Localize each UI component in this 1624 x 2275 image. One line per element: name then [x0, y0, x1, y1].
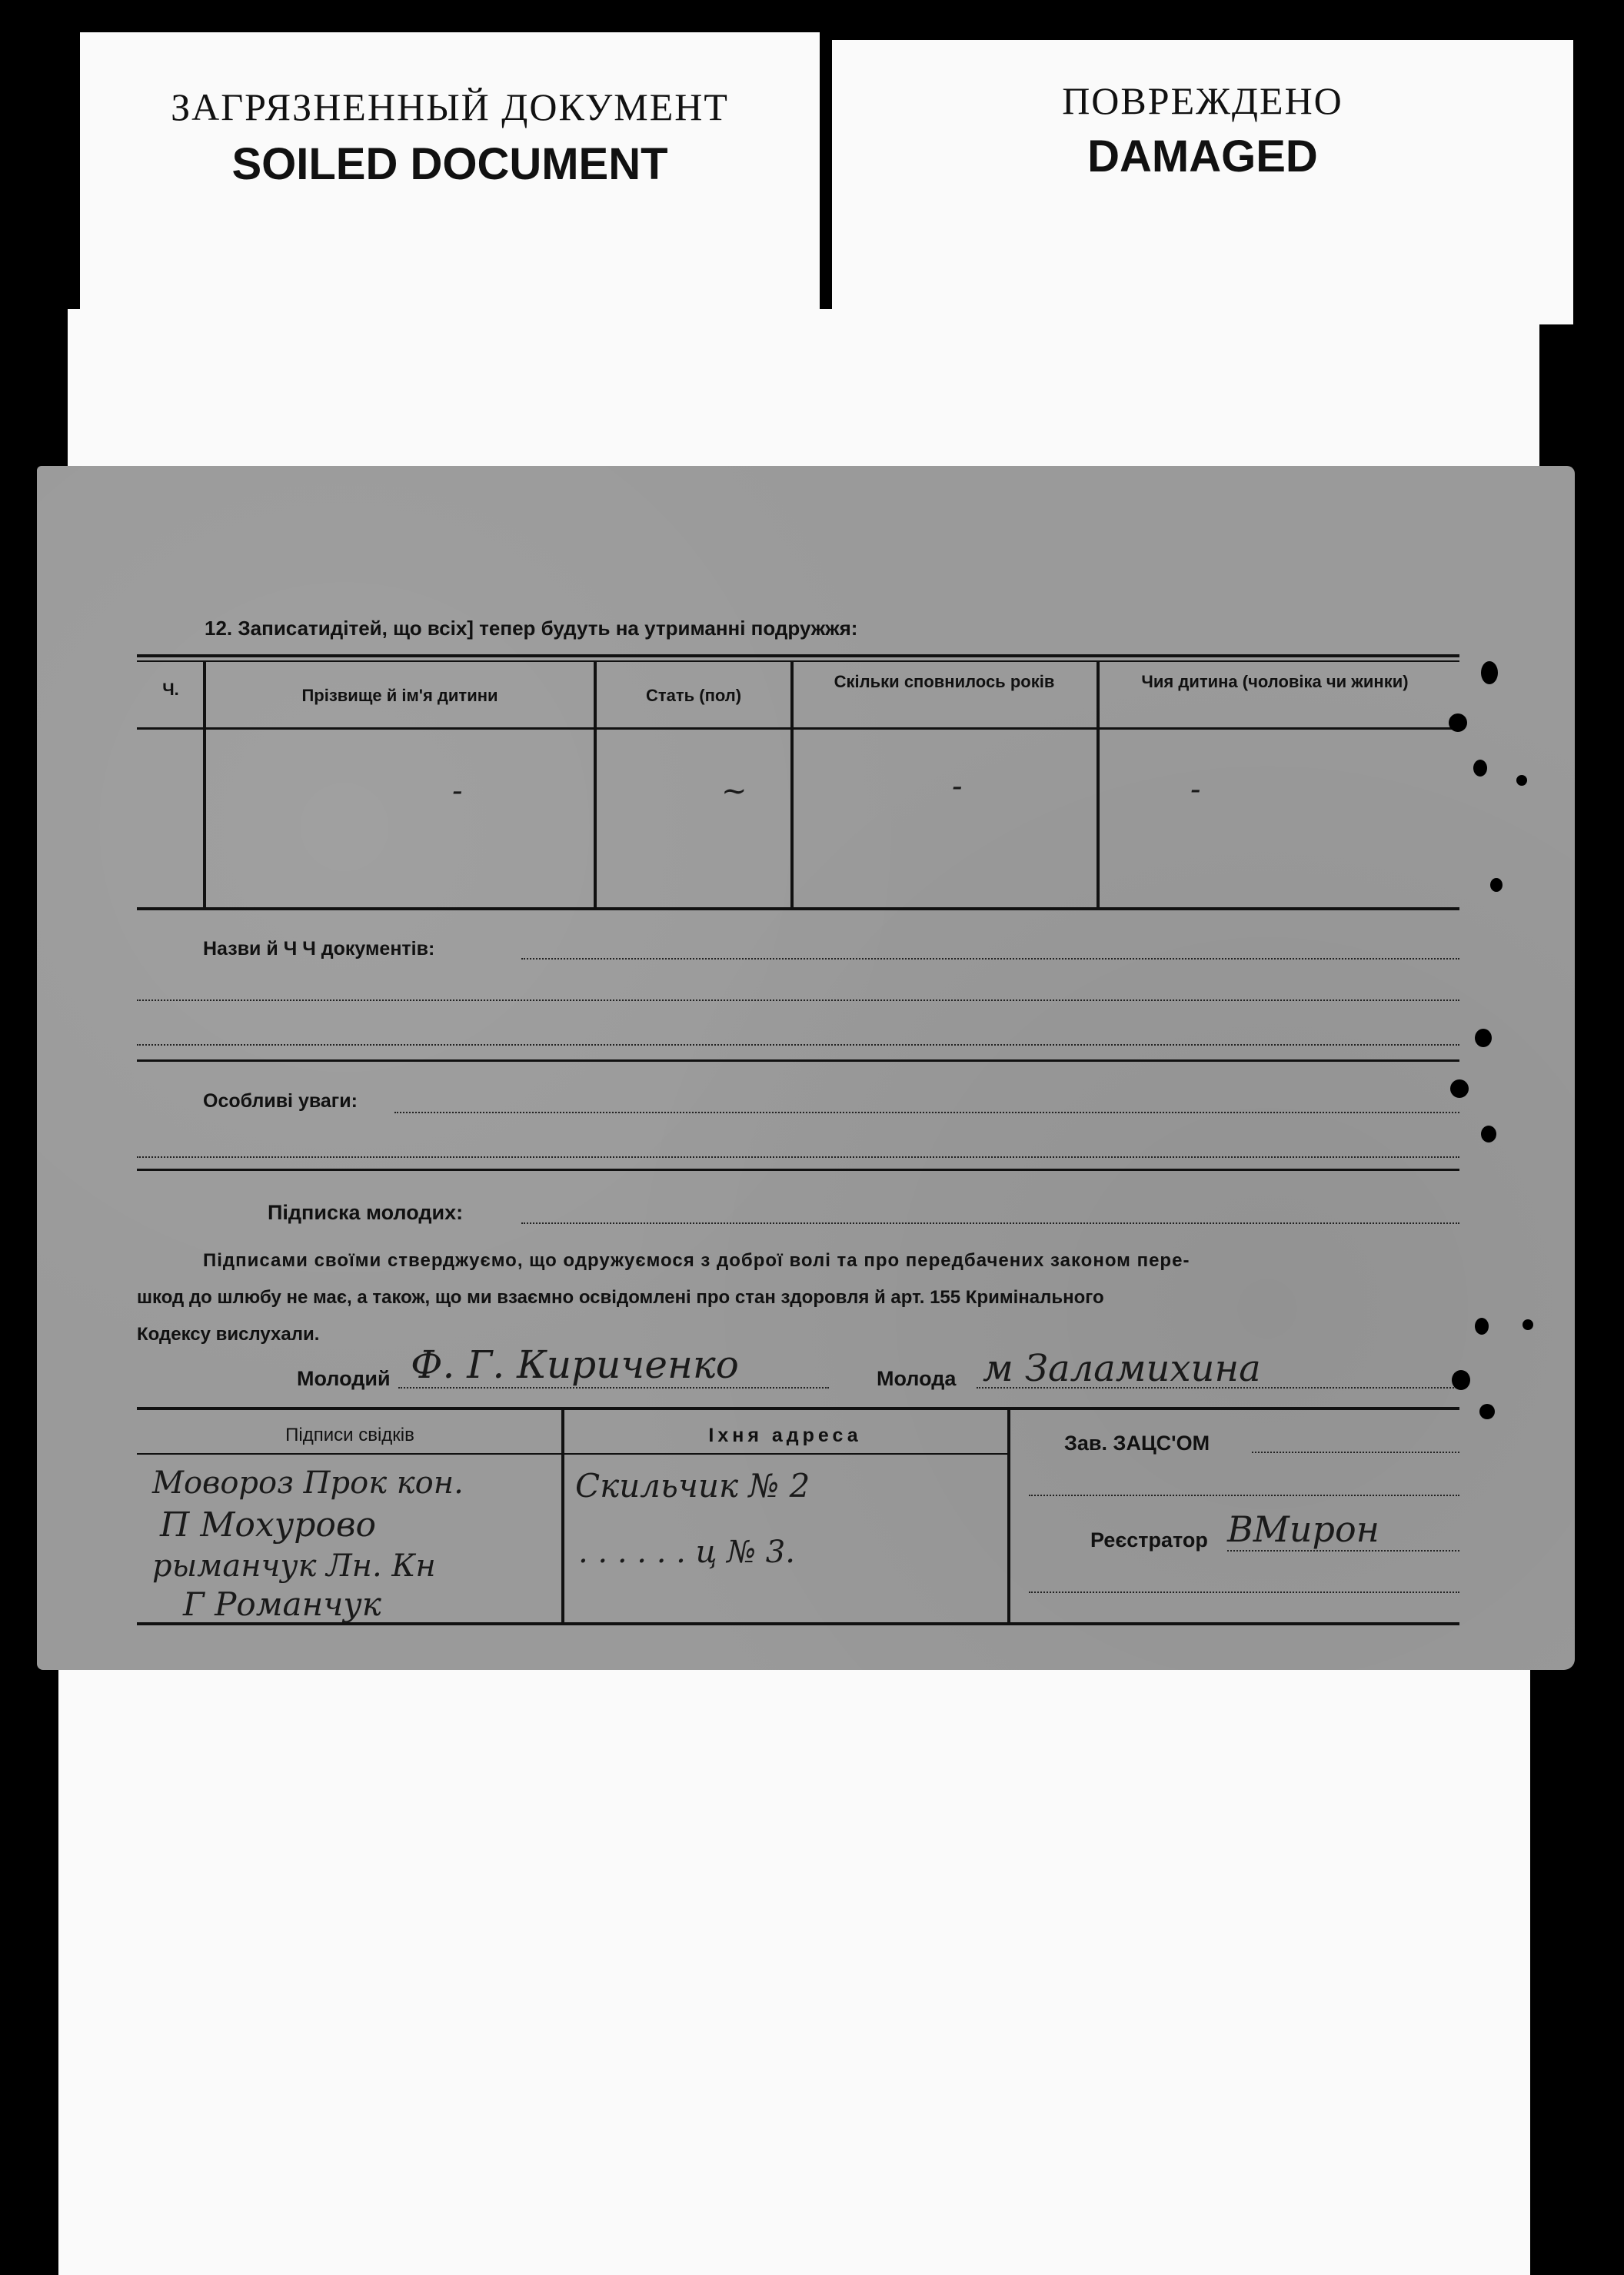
marriage-record-form: [37, 466, 1575, 1670]
signatures-top-rule: [137, 1407, 1459, 1410]
documents-line-2: [137, 999, 1459, 1001]
col-header-whose-child: Чия дитина (чоловіка чи жинки): [1141, 672, 1409, 691]
groom-label: Молодий: [297, 1367, 391, 1390]
witnesses-header: Підписи свідків: [285, 1425, 414, 1445]
table-col-divider-2: [594, 660, 597, 907]
notes-rule: [137, 1169, 1459, 1171]
notes-line-2: [137, 1156, 1459, 1158]
damage-hole: [1516, 775, 1527, 786]
table-col-divider-4: [1097, 660, 1100, 907]
signatures-divider-2: [1007, 1409, 1010, 1624]
documents-line-3: [137, 1044, 1459, 1046]
witness-signature-4: Г Романчук: [183, 1585, 381, 1623]
col-header-child-name: Прізвище й ім'я дитини: [301, 686, 498, 705]
soiled-label-ru: ЗАГРЯЗНЕННЫЙ ДОКУМЕНТ: [171, 85, 729, 128]
pledge-text-2: шкод до шлюбу не має, а також, що ми взаємно освідомлені про стан здоровля й арт. 155 Кримінального: [137, 1287, 1104, 1308]
pledge-text-3: Кодексу вислухали.: [137, 1324, 320, 1345]
row-mark-whose: -: [1190, 772, 1201, 807]
col-header-number: Ч.: [162, 680, 179, 699]
damage-hole: [1481, 1126, 1496, 1142]
bride-signature: м Заламихина: [983, 1347, 1261, 1390]
documents-line-1: [521, 958, 1459, 960]
witness-signature-3: рыманчук Лн. Кн: [152, 1548, 436, 1584]
soiled-label-en: SOILED DOCUMENT: [231, 139, 668, 189]
documents-rule: [137, 1059, 1459, 1062]
row-mark-sex: ~: [721, 773, 747, 809]
documents-label: Назви й Ч Ч документів:: [203, 938, 435, 960]
damage-hole: [1522, 1319, 1533, 1330]
witness-signature-1: Мовороз Прок кон.: [152, 1465, 464, 1501]
damage-hole: [1452, 1370, 1470, 1390]
damage-hole: [1479, 1404, 1495, 1419]
soiled-label-sheet: [80, 32, 820, 324]
damage-hole: [1475, 1318, 1489, 1335]
notes-label: Особливі уваги:: [203, 1090, 358, 1112]
bride-label: Молода: [877, 1367, 957, 1390]
groom-signature: Ф. Г. Кириченко: [411, 1342, 739, 1387]
registrar-signature: ВМирон: [1227, 1508, 1379, 1550]
damage-hole: [1475, 1029, 1492, 1047]
damaged-label-en: DAMAGED: [1087, 131, 1318, 181]
registrar-label: Реєстратор: [1090, 1528, 1208, 1552]
signatures-header-rule: [137, 1453, 1009, 1455]
table-top-rule-2: [137, 660, 1459, 662]
registry-head-line: [1252, 1452, 1459, 1453]
bride-line: [977, 1387, 1459, 1389]
pledge-text-1: Підписами своїми стверджуємо, що одружуємося з доброї волі та про передбачених законом пере-: [203, 1250, 1190, 1271]
witness-signature-2: П Мохурово: [160, 1505, 376, 1545]
section-12-heading: 12. Записатидітей, що всіх] тепер будуть на утриманні подружжя:: [205, 617, 858, 640]
damage-hole: [1481, 661, 1498, 684]
damage-hole: [1490, 878, 1503, 892]
damage-hole: [1449, 713, 1467, 732]
damaged-label-sheet: [832, 40, 1573, 324]
registrar-line: [1227, 1550, 1459, 1552]
table-top-rule: [137, 654, 1459, 657]
table-col-divider-1: [203, 660, 206, 907]
blank-sheet-lower: [58, 1630, 1530, 2275]
groom-line: [398, 1387, 829, 1389]
table-col-divider-3: [790, 660, 794, 907]
row-mark-age: -: [952, 769, 963, 804]
damage-hole: [1473, 760, 1487, 777]
table-header-rule: [137, 727, 1459, 730]
notes-line-1: [394, 1112, 1459, 1113]
row-mark-name: -: [452, 773, 463, 809]
blank-sheet-upper: [68, 309, 1539, 478]
damaged-label-ru: ПОВРЕЖДЕНО: [1062, 79, 1343, 122]
pledge-title: Підписка молодих:: [268, 1201, 464, 1224]
col-header-sex: Стать (пол): [645, 686, 742, 705]
address-header: Іхня адреса: [708, 1425, 862, 1446]
registry-head-label: Зав. ЗАЦС'ОМ: [1064, 1432, 1210, 1455]
col-header-age: Скільки сповнилось років: [834, 672, 1055, 691]
pledge-line: [521, 1222, 1459, 1224]
registrar-line-2: [1029, 1592, 1459, 1593]
address-entry-2: . . . . . . ц № 3.: [578, 1535, 795, 1570]
address-entry-1: Скильчик № 2: [575, 1467, 810, 1505]
registry-head-line-2: [1029, 1495, 1459, 1496]
damage-hole: [1450, 1079, 1469, 1098]
table-bottom-rule: [137, 907, 1459, 910]
